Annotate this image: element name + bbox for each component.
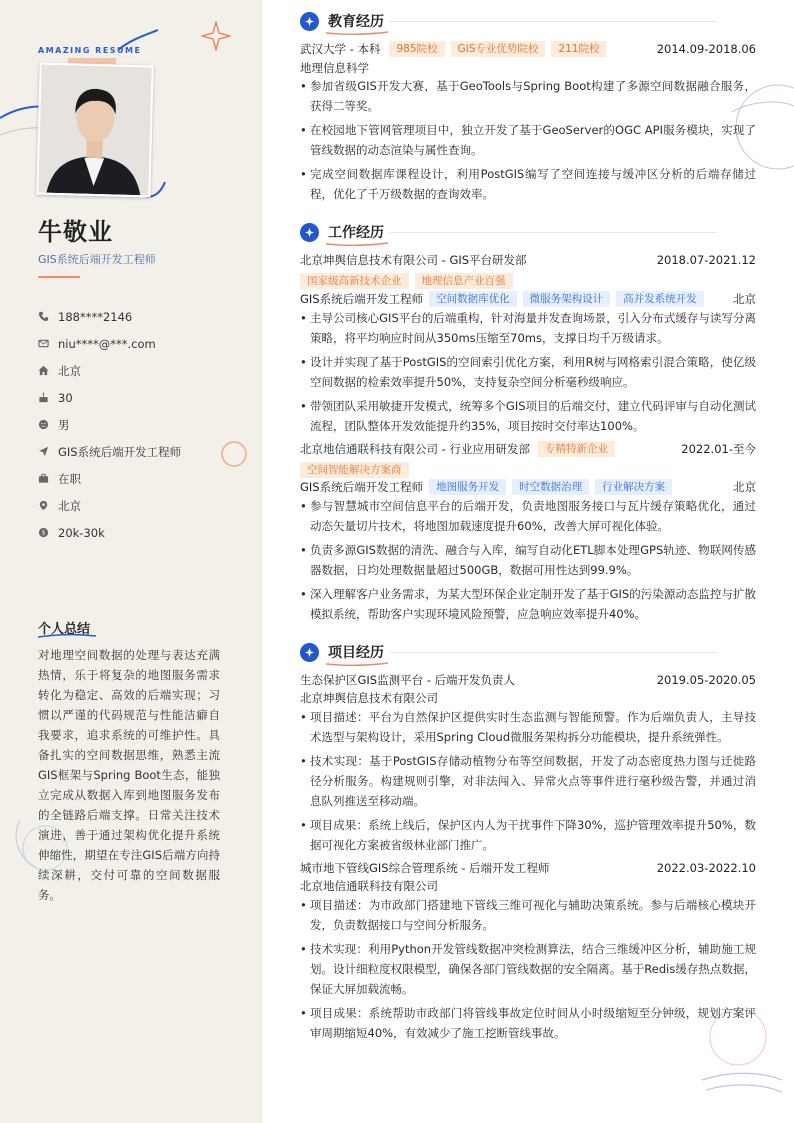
cake-icon [38, 392, 58, 403]
project-date: 2019.05-2020.05 [656, 673, 756, 687]
star-icon [200, 20, 232, 52]
list-item: • 深入理解客户业务需求，为某大型环保企业定制开发了基于GIS的污染源动态监控与扩散模拟系统，帮助客户实现环境风险预警，应急响应效率提升40%。 [300, 587, 756, 621]
sparkle-icon [300, 223, 319, 242]
job-header-row [300, 440, 756, 458]
info-value: 30 [58, 390, 73, 405]
school-tag: 985院校 [389, 41, 444, 57]
list-item: • 项目成果：系统上线后，保护区内人为干扰事件下降30%，巡护管理效率提升50%，数据可视化方案被省级林业部门推广。 [300, 818, 756, 852]
company-tag: 专精特新企业 [538, 441, 615, 457]
briefcase-icon [38, 473, 58, 484]
position-row [300, 478, 756, 496]
svg-text:$: $ [41, 529, 46, 537]
section-work-header [300, 222, 384, 242]
position-row [300, 290, 756, 308]
info-value: 北京 [58, 363, 81, 378]
info-value: 在职 [58, 471, 81, 486]
contact-info-list [38, 303, 248, 546]
company-name: 北京地信通联科技有限公司 - 行业应用研发部 [300, 442, 530, 456]
candidate-role: GIS系统后端开发工程师 [38, 253, 156, 266]
list-item: • 设计并实现了基于PostGIS的空间索引优化方案，利用R树与网格索引混合策略，使亿级空间数据的检索效率提升50%，支持复杂空间分析毫秒级响应。 [300, 355, 756, 389]
company-tag: 空间智能解决方案商 [300, 462, 409, 478]
info-salary [38, 519, 248, 546]
info-status [38, 465, 248, 492]
job-date: 2022.01-至今 [681, 442, 756, 456]
info-value: GIS系统后端开发工程师 [58, 444, 182, 459]
section-underline [326, 31, 388, 35]
project-name: 城市地下管线GIS综合管理系统 - 后端开发工程师 [300, 861, 550, 875]
section-projects-header [300, 642, 384, 662]
info-value: 20k-30k [58, 525, 105, 540]
project-date: 2022.03-2022.10 [656, 861, 756, 875]
candidate-name: 牛敬业 [38, 218, 113, 246]
school-name: 武汉大学 - 本科 [300, 42, 381, 56]
tagline: AMAZING RESUME [38, 46, 142, 55]
gender-icon [38, 419, 58, 430]
list-item: • 项目描述：为市政部门搭建地下管线三维可视化与辅助决策系统。参与后端核心模块开发，负责数据接口与空间分析服务。 [300, 898, 756, 932]
info-phone [38, 303, 248, 330]
send-icon [38, 446, 58, 457]
list-item: • 负责多源GIS数据的清洗、融合与入库，编写自动化ETL脚本处理GPS轨迹、物联网传感器数据，日均处理数据量超过500GB，数据可用性达到99.9%。 [300, 543, 756, 577]
project-org-row [300, 689, 756, 707]
section-education-header [300, 11, 384, 31]
info-value: 188****2146 [58, 309, 133, 324]
school-tag: 211院校 [551, 41, 606, 57]
summary-title: 个人总结 [38, 622, 91, 637]
list-item: • 带领团队采用敏捷开发模式，统筹多个GIS项目的后端交付，建立代码评审与自动化测试流程，团队整体开发效能提升约35%，项目按时交付率达100%。 [300, 399, 756, 433]
project-name: 生态保护区GIS监测平台 - 后端开发负责人 [300, 673, 516, 687]
project-org: 北京地信通联科技有限公司 [300, 879, 438, 893]
list-item: • 参与智慧城市空间信息平台的后端开发，负责地图服务接口与瓦片缓存策略优化，通过动态矢量切片技术，将地图加载速度提升60%，改善大屏可视化体验。 [300, 499, 756, 533]
job-city: 北京 [733, 480, 756, 494]
info-location [38, 492, 248, 519]
major: 地理信息科学 [300, 60, 369, 75]
section-divider [390, 652, 716, 653]
sparkle-icon [300, 12, 319, 31]
project-header-row [300, 859, 756, 877]
home-icon [38, 365, 58, 376]
list-item: • 完成空间数据库课程设计，利用PostGIS编写了空间连接与缓冲区分析的后端存储过程，优化了千万级数据的查询效率。 [300, 167, 756, 201]
skill-tag: 空间数据库优化 [429, 291, 517, 307]
project-org-row [300, 877, 756, 895]
info-age [38, 384, 248, 411]
list-item: • 主导公司核心GIS平台的后端重构，针对海量并发查询场景，引入分布式缓存与读写分离策略，将平均响应时间从350ms压缩至70ms，支撑日均千万级请求。 [300, 311, 756, 345]
section-title: 教育经历 [328, 14, 384, 30]
education-date: 2014.09-2018.06 [656, 42, 756, 56]
company-name: 北京坤舆信息技术有限公司 - GIS平台研发部 [300, 253, 527, 267]
section-title: 项目经历 [328, 645, 384, 661]
job-city: 北京 [733, 292, 756, 306]
project-header-row [300, 671, 756, 689]
mail-icon [38, 338, 58, 349]
education-header-row [300, 40, 756, 58]
position-title: GIS系统后端开发工程师 [300, 292, 424, 306]
info-hometown [38, 357, 248, 384]
section-underline [326, 242, 388, 246]
job-header-row [300, 251, 756, 269]
info-value: niu****@***.com [58, 336, 156, 351]
skill-tag: 时空数据治理 [512, 479, 589, 495]
location-icon [38, 500, 58, 511]
skill-tag: 高并发系统开发 [616, 291, 704, 307]
salary-icon [38, 527, 58, 538]
position-title: GIS系统后端开发工程师 [300, 480, 424, 494]
section-underline [326, 662, 388, 666]
list-item: • 项目描述：平台为自然保护区提供实时生态监测与智能预警。作为后端负责人，主导技术选型与架构设计，采用Spring Cloud微服务架构拆分功能模块，提升系统弹性。 [300, 710, 756, 744]
summary-underline [38, 634, 96, 638]
skill-tag: 行业解决方案 [595, 479, 672, 495]
section-divider [390, 21, 716, 22]
sidebar [0, 0, 262, 1123]
company-tags-row [300, 272, 756, 290]
school-tag: GIS专业优势院校 [451, 41, 546, 57]
section-divider [390, 232, 716, 233]
info-target-role [38, 438, 248, 465]
sparkle-icon [300, 643, 319, 662]
list-item: • 参加省级GIS开发大赛，基于GeoTools与Spring Boot构建了多源空间数据融合服务，获得二等奖。 [300, 79, 756, 113]
section-title: 工作经历 [328, 225, 384, 241]
info-email [38, 330, 248, 357]
project-org: 北京坤舆信息技术有限公司 [300, 691, 438, 705]
list-item: • 项目成果：系统帮助市政部门将管线事故定位时间从小时级缩短至分钟级，规划方案评审周期缩短40%，有效减少了施工挖断管线事故。 [300, 1006, 756, 1040]
list-item: • 在校园地下管网管理项目中，独立开发了基于GeoServer的OGC API服务模块，实现了管线数据的动态渲染与属性查询。 [300, 123, 756, 157]
job-date: 2018.07-2021.12 [656, 253, 756, 267]
list-item: • 技术实现：基于PostGIS存储动植物分布等空间数据，开发了动态密度热力图与迁徙路径分析服务。构建规则引擎，对非法闯入、异常火点等事件进行毫秒级告警，并通过消息队列推送至移动端。 [300, 754, 756, 808]
summary-text: 对地理空间数据的处理与表达充满热情，乐于将复杂的地图服务需求转化为稳定、高效的后端实现；习惯以严谨的代码规范与性能洁癖自我要求，追求系统的可维护性。具备扎实的空间数据思维，熟悉主流GIS框架与Spring Boot生态，能独立完成从数据入库到地图服务发布的全链路后端支撑。日常关注技术演进，善于通过架构优化提升系统伸缩性，期望在专注GIS后端方向持续深耕，交付可靠的空间数据服务。 [38, 648, 220, 902]
company-tag: 国家级高新技术企业 [300, 273, 409, 289]
info-gender [38, 411, 248, 438]
info-value: 男 [58, 417, 70, 432]
education-major-row [300, 59, 756, 76]
company-tag: 地理信息产业百强 [415, 273, 513, 289]
info-value: 北京 [58, 498, 81, 513]
company-tags-row [300, 461, 756, 479]
skill-tag: 地图服务开发 [429, 479, 506, 495]
phone-icon [38, 311, 58, 322]
profile-photo [36, 63, 153, 198]
skill-tag: 微服务架构设计 [523, 291, 611, 307]
list-item: • 技术实现：利用Python开发管线数据冲突检测算法，结合三维缓冲区分析，辅助施工规划。设计细粒度权限模型，确保各部门管线数据的安全隔离。基于Redis缓存热点数据，保证大屏加载流畅。 [300, 942, 756, 996]
name-underline [38, 276, 80, 278]
